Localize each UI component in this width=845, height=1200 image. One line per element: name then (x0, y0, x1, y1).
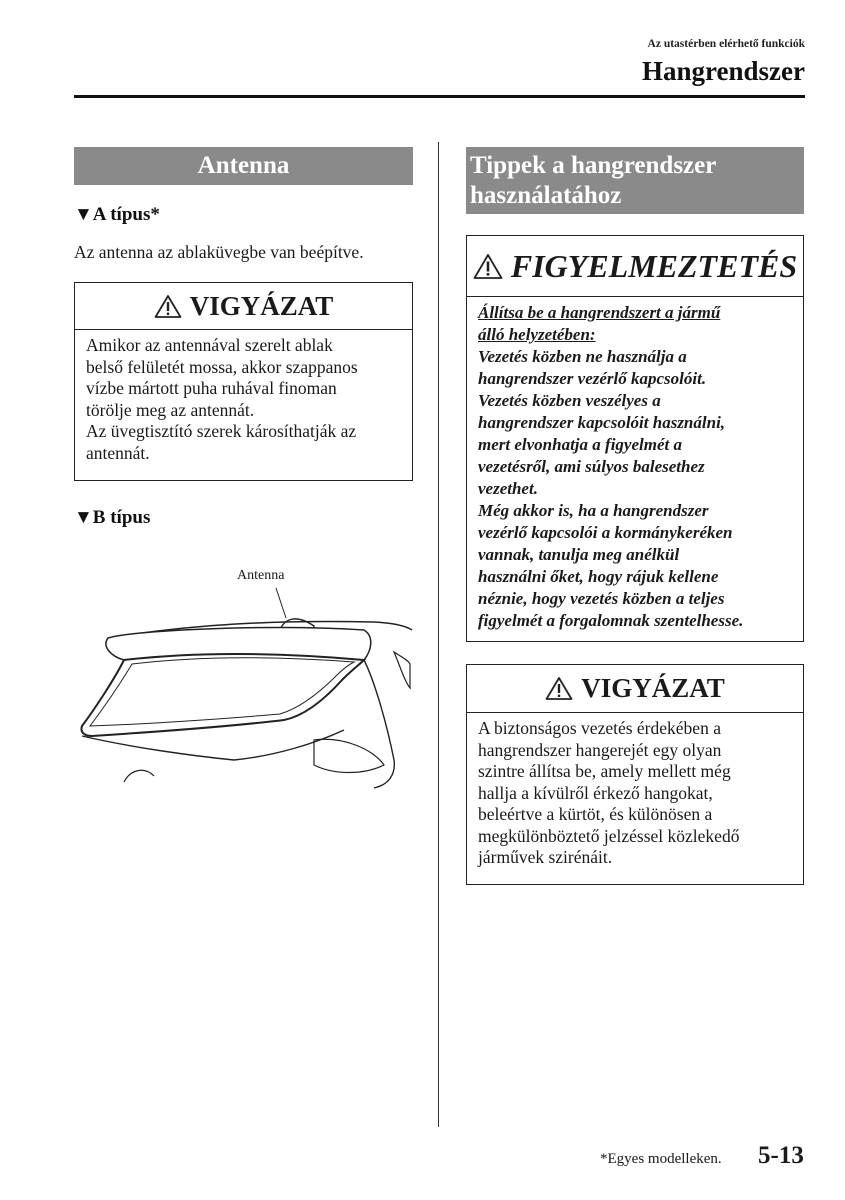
warning-line: Vezetés közben ne használja a (478, 347, 687, 366)
chapter-title: Az utastérben elérhető funkciók (647, 38, 805, 50)
page-number: 5-13 (758, 1142, 804, 1169)
warning-line: Még akkor is, ha a hangrendszer (478, 501, 709, 520)
header-rule (74, 95, 805, 98)
antenna-caution-box (74, 282, 413, 481)
warning-line: vezérlő kapcsolói a kormánykeréken (478, 523, 733, 542)
warning-line: használni őket, hogy rájuk kellene (478, 567, 719, 586)
warning-line: mert elvonhatja a figyelmét a (478, 435, 682, 454)
caution-line: járművek szirénáit. (478, 847, 613, 867)
rear-window-antenna-illustration (74, 560, 414, 790)
warning-line-underlined: álló helyzetében: (478, 325, 596, 344)
tips-section-title (466, 147, 804, 214)
warning-line: hangrendszer kapcsolóit használni, (478, 413, 726, 432)
tips-caution-box (466, 664, 804, 885)
warning-line: figyelmét a forgalomnak szentelhesse. (478, 611, 744, 630)
caution-header (467, 665, 803, 713)
antenna-section-title: Antenna (74, 147, 413, 185)
figure-label-antenna: Antenna (237, 568, 285, 583)
warning-triangle-icon (473, 253, 503, 280)
warning-triangle-icon (154, 294, 182, 319)
tips-title-line: használatához (470, 182, 622, 209)
warning-title: FIGYELMEZTETÉS (510, 247, 798, 284)
caution-line: belső felületét mossa, akkor szappanos (86, 356, 358, 377)
warning-box (466, 235, 804, 642)
warning-triangle-icon (545, 676, 573, 701)
warning-line: vezetésről, ami súlyos balesethez (478, 457, 705, 476)
tips-title-line: Tippek a hangrendszer (470, 152, 717, 179)
caution-line: hangrendszer hangerejét egy olyan (478, 739, 722, 760)
warning-line: néznie, hogy vezetés közben a teljes (478, 589, 725, 608)
type-a-text: Az antenna az ablaküvegbe van beépítve. (74, 242, 364, 262)
caution-line: beleértve a kürtöt, és különösen a (478, 804, 713, 824)
caution-line: törölje meg az antennát. (86, 399, 255, 420)
footnote: *Egyes modelleken. (600, 1151, 722, 1167)
warning-line: Vezetés közben veszélyes a (478, 391, 661, 410)
caution-line: antennát. (86, 442, 150, 463)
column-divider (438, 142, 439, 1127)
caution-title: VIGYÁZAT (189, 290, 334, 321)
type-a-heading: ▼A típus* (74, 204, 160, 225)
warning-line: hangrendszer vezérlő kapcsolóit. (478, 369, 707, 388)
caution-line: A biztonságos vezetés érdekében a (478, 718, 721, 738)
warning-line-underlined: Állítsa be a hangrendszert a jármű (478, 303, 721, 322)
caution-title: VIGYÁZAT (581, 673, 725, 703)
caution-line: vízbe mártott puha ruhával finoman (86, 378, 337, 398)
caution-line: Az üvegtisztító szerek károsíthatják az (86, 421, 357, 441)
warning-body (467, 297, 803, 638)
caution-body (75, 330, 412, 472)
type-b-heading: ▼B típus (74, 507, 151, 528)
caution-line: hallja a kívülről érkező hangokat, (478, 782, 713, 803)
caution-line: megkülönböztető jelzéssel közlekedő (478, 825, 740, 846)
warning-header (467, 236, 803, 297)
caution-body (467, 713, 803, 877)
caution-line: Amikor az antennával szerelt ablak (86, 335, 333, 355)
caution-header (75, 283, 412, 330)
warning-line: vannak, tanulja meg anélkül (478, 545, 680, 564)
caution-line: szintre állítsa be, amely mellett még (478, 761, 731, 781)
page-title: Hangrendszer (642, 56, 805, 86)
warning-line: vezethet. (478, 479, 538, 498)
